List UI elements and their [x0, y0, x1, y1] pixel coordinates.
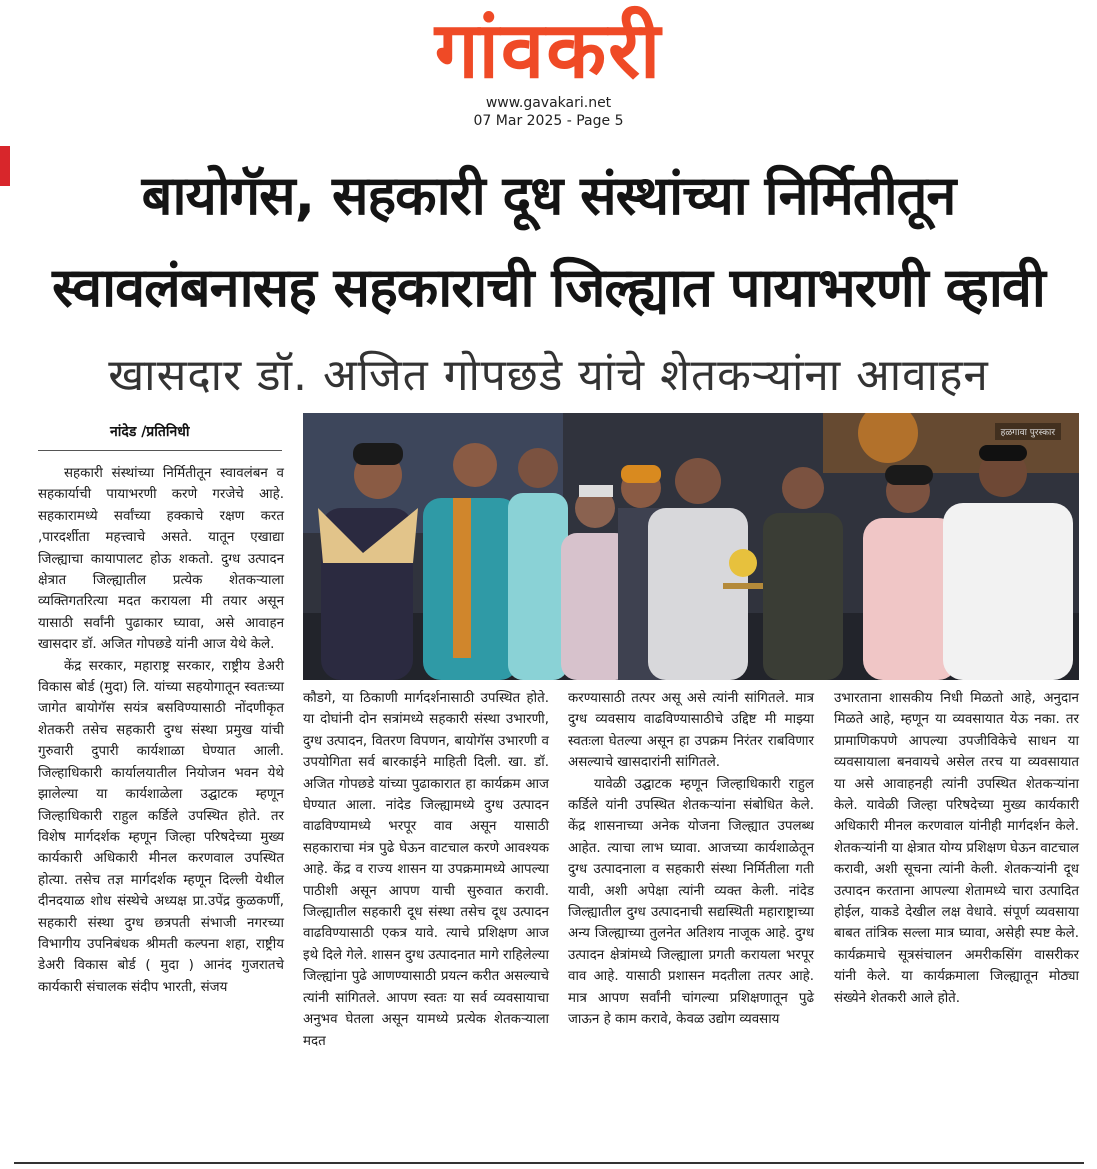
masthead — [0, 8, 1097, 130]
headline-line-2: स्वावलंबनासह सहकाराची जिल्ह्यात पायाभरणी व्हावी — [52, 256, 1045, 319]
bottom-divider — [14, 1162, 1084, 1164]
article-column-3 — [568, 688, 814, 1031]
edition-date-page: 07 Mar 2025 - Page 5 — [473, 113, 624, 129]
headline-line-1: बायोगॅस, सहकारी दूध संस्थांच्या निर्मितीतून — [141, 164, 956, 227]
newspaper-logo: गांवकरी — [434, 6, 663, 96]
event-photo-illustration — [303, 413, 1079, 680]
article-paragraph: कौडगे, या ठिकाणी मार्गदर्शनासाठी उपस्थित होते. या दोघांनी दोन सत्रांमध्ये सहकारी संस्था उभारणी, दुग्ध उत्पादन, वितरण विपणन, बायोगॅस उभारणी व उपयोगिता सर्व बारकाईने माहिती दिली. खा. डॉ. अजित गोपछडे यांच्या पुढाकारात हा कार्यक्रम आज घेण्यात आला. नांदेड जिल्ह्यामध्ये दुग्ध उत्पादन वाढविण्यामध्ये भरपूर वाव असून यासाठी सहकाराचा मंत्र पुढे घेऊन वाटचाल करणे आवश्यक आहे. केंद्र व राज्य शासन या उपक्रमामध्ये आपल्या पाठीशी असून आपण याची सुरुवात करावी. जिल्ह्यातील सहकारी दूध संस्था तसेच दूध उत्पादन वाढविण्यासाठी एकत्र यावे. त्याचे प्रशिक्षण आज इथे दिले गेले. शासन दुग्ध उत्पादनात मागे राहिलेल्या जिल्ह्यांना पुढे आणण्यासाठी प्रयत्न करीत असल्याचे त्यांनी सांगितले. आपण स्वतः या सर्व व्यवसायाचा अनुभव घेतला असून यामध्ये प्रत्येक शेतकऱ्याला मदत — [303, 691, 549, 1049]
website-url[interactable]: www.gavakari.net — [485, 95, 612, 111]
subheadline: खासदार डॉ. अजित गोपछडे यांचे शेतकऱ्यांना आवाहन — [108, 350, 989, 401]
article-paragraph: सहकारी संस्थांच्या निर्मितीतून स्वावलंबन व सहकार्याची पायाभरणी करणे गरजेचे आहे. सहकारामध्ये सर्वांच्या हक्काचे रक्षण करत ,पारदर्शीता महत्त्वाचे असते. यातून एखाद्या जिल्ह्याचा कायापालट होऊ शकतो. दुग्ध उत्पादन क्षेत्रात जिल्ह्यातील प्रत्येक शेतकऱ्याला व्यक्तिगतरित्या मदत करायला मी तयार असून यासाठी सर्वांनी पुढाकार घ्यावा, असे आवाहन खासदार डॉ. अजित गोपछडे यांनी आज येथे केले. — [38, 466, 284, 653]
photo-banner-text: हळगावा पुरस्कार — [995, 423, 1061, 440]
dateline: नांदेड /प्रतिनिधी — [110, 424, 190, 440]
article-paragraph: यावेळी उद्घाटक म्हणून जिल्हाधिकारी राहुल कर्डिले यांनी उपस्थित शेतकऱ्यांना संबोधित केले. केंद्र शासनाच्या अनेक योजना जिल्ह्यात उपलब्ध आहेत. त्याचा लाभ घ्यावा. आजच्या कार्यशाळेतून दुग्ध उत्पादनाला व सहकारी संस्था निर्मितीला गती यावी, अशी अपेक्षा त्यांनी व्यक्त केली. नांदेड जिल्ह्यातील दुग्ध उत्पादनाची सद्यस्थिती महाराष्ट्राच्या अन्य जिल्ह्याच्या तुलनेत अतिशय नाजूक आहे. दुग्ध उत्पादन क्षेत्रांमध्ये जिल्ह्याला प्रगती करायला भरपूर वाव आहे. यासाठी प्रशासन मदतीला तत्पर आहे. मात्र आपण सर्वांनी चांगल्या प्रशिक्षणातून पुढे जाऊन हे काम करावे, केवळ उद्योग व्यवसाय — [568, 776, 814, 1028]
event-photo — [303, 413, 1079, 680]
article-column-4 — [834, 688, 1079, 1009]
article-column-2 — [303, 688, 549, 1052]
article-paragraph: करण्यासाठी तत्पर असू असे त्यांनी सांगितले. मात्र दुग्ध व्यवसाय वाढविण्यासाठीचे उद्दिष्ट मी माझ्या स्वतःला घेतल्या असून हा उपक्रम निरंतर राबविणार असल्याचे खासदारांनी सांगितले. — [568, 691, 814, 771]
article-paragraph: उभारताना शासकीय निधी मिळतो आहे, अनुदान मिळते आहे, म्हणून या व्यवसायात येऊ नका. तर प्रामाणिकपणे आपल्या उपजीविकेचे साधन या व्यवसायाला बनवायचे असेल तरच या व्यवसायात या असे आवाहनही त्यांनी उपस्थित शेतकऱ्यांना केले. यावेळी जिल्हा परिषदेच्या मुख्य कार्यकारी अधिकारी मीनल करणवाल यांनीही मार्गदर्शन केले. शेतकऱ्यांनी या क्षेत्रात योग्य प्रशिक्षण घेऊन वाटचाल करावी, अशी सूचना त्यांनी केली. शेतकऱ्यांनी दूध उत्पादन करताना आपल्या शेतामध्ये चारा उत्पादित होईल, याकडे देखील लक्ष वेधावे. संपूर्ण व्यवसाया बाबत तांत्रिक सल्ला मात्र घ्यावा, असेही स्पष्ट केले. कार्यक्रमाचे सूत्रसंचालन अमरीकसिंग वासरीकर यांनी केले. या कार्यक्रमाला जिल्ह्यातून मोठ्या संख्येने शेतकरी आले होते. — [834, 691, 1079, 1006]
dateline-divider — [38, 450, 282, 451]
article-paragraph: केंद्र सरकार, महाराष्ट्र सरकार, राष्ट्रीय डेअरी विकास बोर्ड (मुदा) लि. यांच्या सहयोगातून स्वतःच्या जागेत बायोगॅस सयंत्र बसविण्यासाठी नोंदणीकृत शेतकरी तसेच सहकारी दुग्ध संस्था प्रमुख यांची गुरुवारी दुपारी कार्यशाळा घेण्यात आली. जिल्हाधिकारी कार्यालयातील नियोजन भवन येथे झालेल्या या कार्यशाळेला उद्घाटक म्हणून जिल्हाधिकारी राहुल कर्डिले उपस्थित होते. तर विशेष मार्गदर्शक म्हणून जिल्हा परिषदेच्या मुख्य कार्यकारी अधिकारी मीनल करणवाल उपस्थित होत्या. तसेच तज्ञ मार्गदर्शक म्हणून दिल्ली येथील दीनदयाळ शोध संस्थेचे अध्यक्ष प्रा.उपेंद्र कुळकर्णी, सहकारी संस्था दुग्ध छत्रपती संभाजी नगरच्या विभागीय उपनिबंधक श्रीमती कल्पना शहा, राष्ट्रीय डेअरी विकास बोर्ड ( मुदा ) आनंद गुजरातचे कार्यकारी संचालक संदीप भारती, संजय — [38, 658, 284, 995]
article-column-1 — [38, 463, 284, 998]
